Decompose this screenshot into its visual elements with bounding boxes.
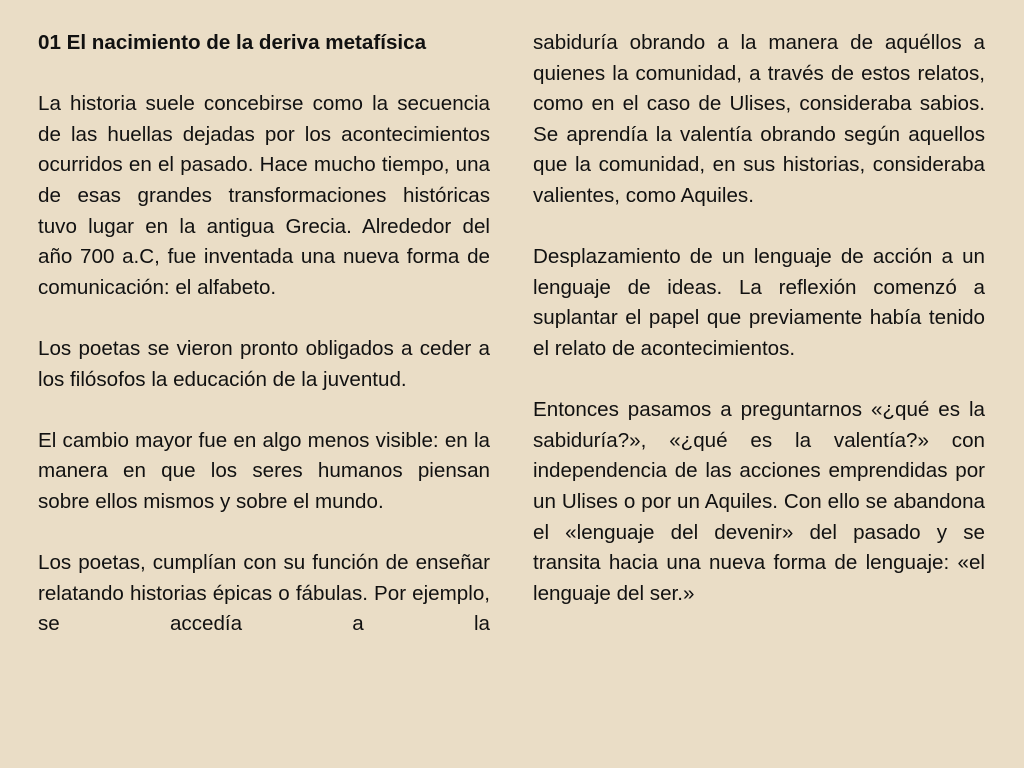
paragraph-history: La historia suele concebirse como la secuencia de las huellas dejadas por los acontecimientos ocurridos en el pasado. Hace mucho tiempo, una de esas grandes transformaciones históricas tuvo lugar en la antigua Grecia. Alrededor del año 700 a.C, fue inventada una nueva forma de comunicación: el alfabeto. [38, 92, 490, 299]
paragraph-language-of-being: Entonces pasamos a preguntarnos «¿qué es la sabiduría?», «¿qué es la valentía?» con independencia de las acciones emprendidas por un Ulises o por un Aquiles. Con ello se abandona el «lenguaje del devenir» del pasado y se transita hacia una nueva forma de lenguaje: «el lenguaje del ser.» [533, 398, 985, 605]
section-heading: 01 El nacimiento de la deriva metafísica [38, 31, 427, 54]
paragraph-language-shift: Desplazamiento de un lenguaje de acción a un lenguaje de ideas. La reflexión comenzó a suplantar el papel que previamente había tenido el relato de acontecimientos. [533, 245, 985, 360]
left-column [38, 28, 490, 640]
paragraph-poets-philosophers: Los poetas se vieron pronto obligados a ceder a los filósofos la educación de la juventud. [38, 336, 490, 391]
paragraph-wisdom-courage: sabiduría obrando a la manera de aquéllos a quienes la comunidad, a través de estos relatos, como en el caso de Ulises, consideraba sabios. Se aprendía la valentía obrando según aquellos que la comunidad, en sus historias, consideraba valientes, como Aquiles. [533, 31, 985, 207]
right-column [533, 28, 985, 609]
paragraph-poets-function: Los poetas, cumplían con su función de enseñar relatando historias épicas o fábulas. Por ejemplo, se accedía a la [38, 551, 490, 636]
paragraph-greatest-change: El cambio mayor fue en algo menos visible: en la manera en que los seres humanos piensan sobre ellos mismos y sobre el mundo. [38, 428, 490, 513]
